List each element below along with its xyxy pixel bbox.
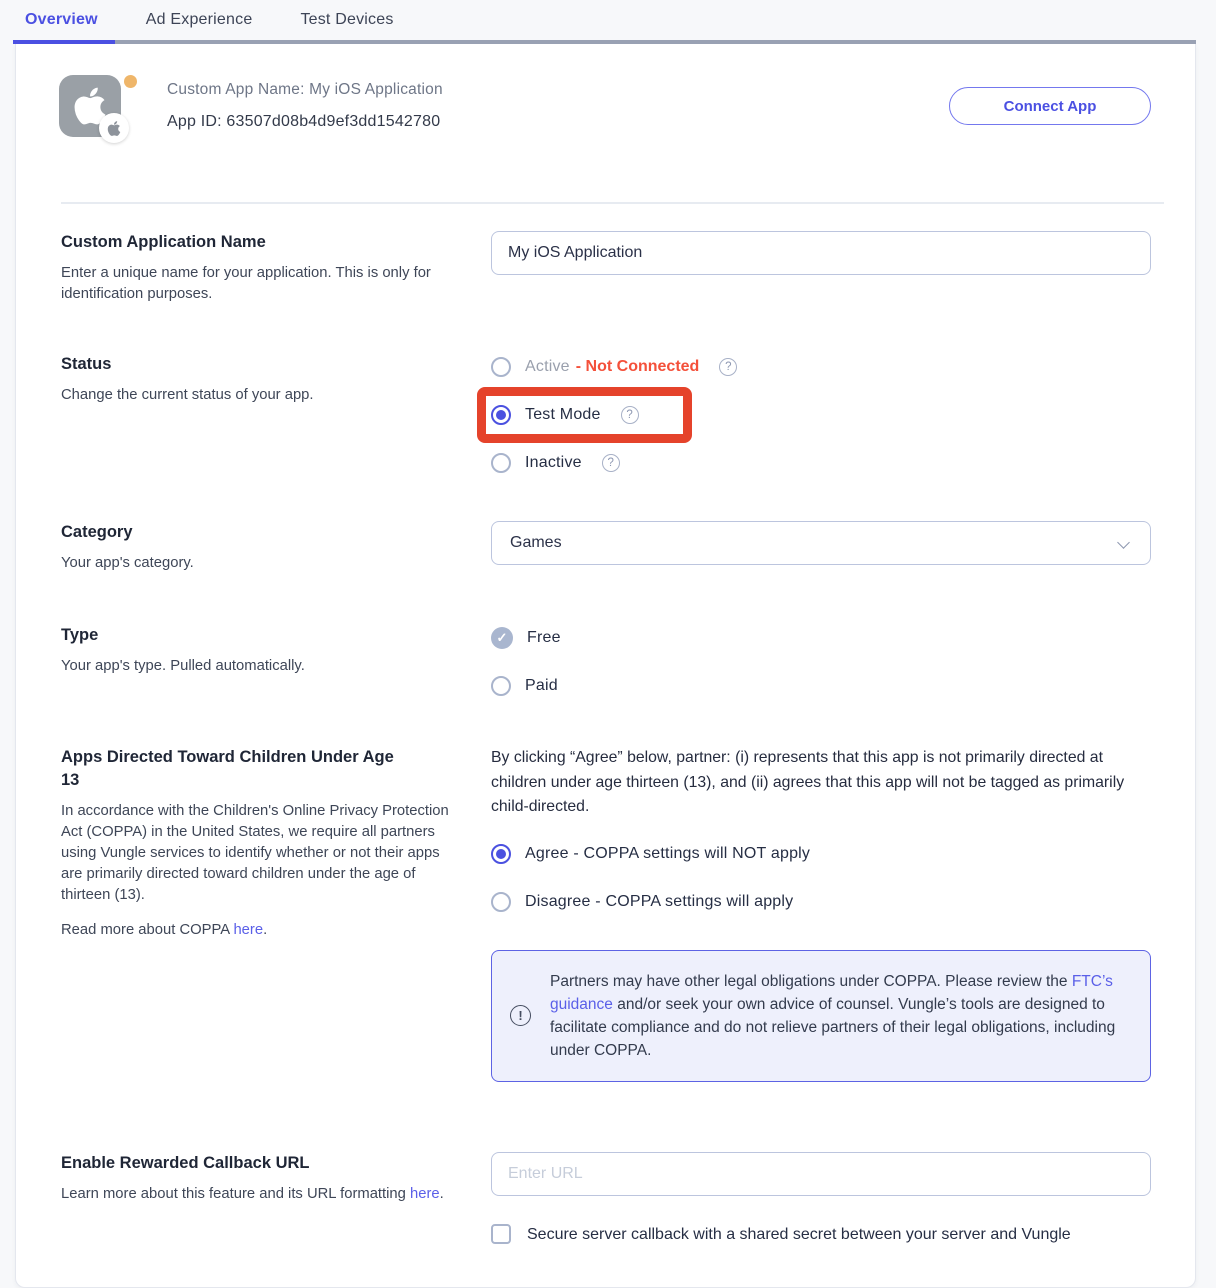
coppa-row	[61, 746, 1151, 1082]
category-select[interactable]	[491, 521, 1151, 565]
status-option-active[interactable]	[491, 355, 1151, 379]
help-glyph: ?	[607, 457, 614, 469]
not-connected-badge: - Not Connected	[575, 358, 700, 375]
coppa-legal-notice	[491, 950, 1151, 1082]
category-label: Category	[61, 523, 133, 541]
alert-glyph: !	[518, 1007, 523, 1023]
callback-url-input[interactable]	[491, 1152, 1151, 1196]
secure-callback-checkbox[interactable]	[491, 1224, 511, 1244]
custom-name-input[interactable]	[491, 231, 1151, 275]
app-meta	[167, 81, 443, 131]
category-description: Your app's category.	[61, 555, 194, 571]
coppa-label: Apps Directed Toward Children Under Age 13	[61, 748, 394, 789]
disagree-radio[interactable]	[491, 892, 511, 912]
custom-name-row	[61, 231, 1151, 305]
settings-form	[16, 204, 1195, 1287]
status-option-inactive[interactable]	[491, 451, 1151, 475]
custom-name-description: Enter a unique name for your application. This is only for identification purposes.	[61, 265, 431, 302]
notice-prefix: Partners may have other legal obligations under COPPA. Please review the	[550, 972, 1072, 990]
alert-icon	[510, 1005, 531, 1026]
help-icon[interactable]	[719, 358, 737, 376]
agree-option-label: Agree - COPPA settings will NOT apply	[525, 844, 811, 862]
paid-option-label: Paid	[525, 677, 558, 694]
type-option-free	[491, 626, 1151, 650]
check-glyph: ✓	[496, 630, 508, 645]
category-selected-value: Games	[510, 534, 562, 551]
active-option-label: Active	[525, 358, 570, 375]
help-glyph: ?	[626, 409, 633, 421]
coppa-option-disagree[interactable]	[491, 890, 1151, 914]
type-description: Your app's type. Pulled automatically.	[61, 658, 305, 674]
status-row	[61, 353, 1151, 475]
tab-ad-experience[interactable]: Ad Experience	[145, 11, 253, 28]
coppa-description: In accordance with the Children's Online Privacy Protection Act (COPPA) in the United States, we require all partners using Vungle services to identify whether or not their apps are primarily directed toward children under the age of thirteen (13).	[61, 803, 449, 903]
platform-badge-icon	[99, 113, 129, 143]
connect-app-button[interactable]: Connect App	[949, 87, 1151, 125]
category-row	[61, 521, 1151, 574]
tab-bar	[15, 0, 1196, 44]
ftc-guidance-link[interactable]: FTC’s guidance	[550, 972, 1113, 1013]
inactive-radio[interactable]	[491, 453, 511, 473]
read-more-suffix: .	[263, 922, 268, 938]
tab-test-devices[interactable]: Test Devices	[300, 11, 394, 28]
status-description: Change the current status of your app.	[61, 387, 314, 403]
pending-status-dot-icon	[124, 75, 137, 88]
check-icon	[491, 627, 513, 649]
coppa-agreement-text: By clicking “Agree” below, partner: (i) represents that this app is not primarily directed at children under age thirteen (13), and (ii) agrees that this app will not be tagged as primarily child-directed.	[491, 749, 1125, 815]
help-glyph: ?	[725, 361, 732, 373]
app-overview-card	[15, 44, 1196, 1288]
secure-callback-row[interactable]	[491, 1222, 1151, 1247]
free-option-label: Free	[527, 629, 561, 646]
coppa-option-agree[interactable]	[491, 842, 1151, 866]
test-mode-option-label: Test Mode	[525, 406, 601, 423]
callback-description	[61, 1184, 461, 1205]
callback-here-link[interactable]: here	[410, 1185, 440, 1202]
callback-desc-suffix: .	[439, 1185, 444, 1202]
read-more-prefix: Read more about COPPA	[61, 922, 234, 938]
inactive-option-label: Inactive	[525, 454, 582, 471]
status-label: Status	[61, 355, 112, 373]
callback-label: Enable Rewarded Callback URL	[61, 1153, 310, 1172]
test-mode-highlight-annotation	[477, 387, 692, 443]
status-option-test-mode[interactable]	[491, 403, 639, 427]
disagree-option-label: Disagree - COPPA settings will apply	[525, 892, 794, 910]
help-icon[interactable]	[621, 406, 639, 424]
type-option-paid[interactable]	[491, 674, 1151, 698]
app-header	[16, 44, 1195, 154]
chevron-down-icon	[1117, 536, 1130, 549]
apple-app-icon	[59, 75, 121, 137]
tab-overview[interactable]: Overview	[25, 11, 98, 28]
callback-row	[61, 1152, 1151, 1247]
callback-desc-prefix: Learn more about this feature and its URL formatting	[61, 1185, 411, 1202]
active-radio[interactable]	[491, 357, 511, 377]
custom-app-name-line: Custom App Name: My iOS Application	[167, 81, 443, 98]
notice-suffix: and/or seek your own advice of counsel. Vungle’s tools are designed to facilitate compliance and do not relieve partners of their legal obligations, including under COPPA.	[550, 995, 1116, 1059]
paid-radio[interactable]	[491, 676, 511, 696]
type-label: Type	[61, 626, 99, 644]
secure-callback-label: Secure server callback with a shared secret between your server and Vungle	[527, 1225, 1071, 1243]
coppa-here-link[interactable]: here	[233, 922, 264, 938]
type-row	[61, 624, 1151, 698]
test-mode-radio[interactable]	[491, 405, 511, 425]
agree-radio[interactable]	[491, 844, 511, 864]
app-id-line: App ID: 63507d08b4d9ef3dd1542780	[167, 113, 441, 130]
custom-name-label: Custom Application Name	[61, 233, 266, 251]
help-icon[interactable]	[602, 454, 620, 472]
active-tab-underline	[13, 40, 115, 44]
coppa-read-more	[61, 920, 451, 941]
